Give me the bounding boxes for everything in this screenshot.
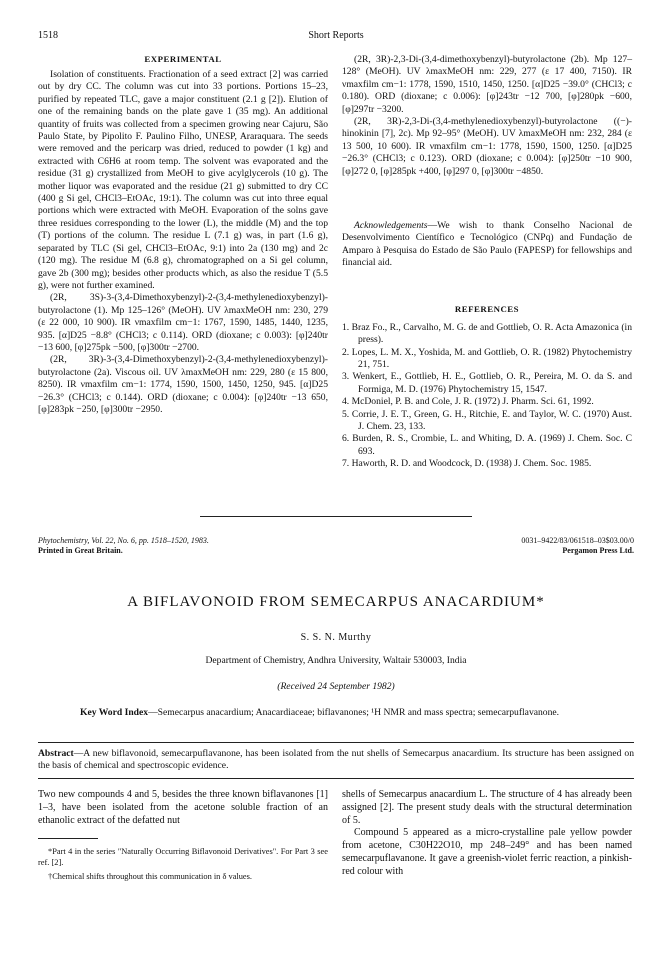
publisher-name: Pergamon Press Ltd. xyxy=(562,546,634,555)
references-heading: REFERENCES xyxy=(454,303,520,314)
publisher-info xyxy=(334,536,634,556)
compound-2b-paragraph: (2R, 3R)-2,3-Di-(3,4-dimethoxybenzyl)-butyrolactone (2b). Mp 127–128° (MeOH). UV λmaxMeOH nm: 229, 277 (ε 17 400, 7150). IR νmaxfilm cm−1: 1778, 1590, 1510, 1450, 1250. [α]D25 −39.0° (CHCl3; c 0.180). ORD (dioxane; c 0.006): [φ]243tr −12 700, [φ]280pk −600, [φ]297tr −3200. xyxy=(342,54,632,115)
footnote-chemical-shifts: †Chemical shifts throughout this communication in δ values. xyxy=(48,872,252,882)
printed-in-line: Printed in Great Britain. xyxy=(38,546,123,555)
abstract-bottom-rule xyxy=(38,778,634,779)
reference-item: 7. Haworth, R. D. and Woodcock, D. (1938) J. Chem. Soc. 1985. xyxy=(342,458,592,470)
acknowledgements-text: —We wish to thank Conselho Nacional de Desenvolvimento Científico e Tecnológico (CNPq) and Fundação de Amparo à Pesquisa do Estado de São Paulo (FAPESP) for fellowships and financial aid. xyxy=(342,220,632,269)
acknowledgements-label: Acknowledgements xyxy=(354,220,428,232)
acknowledgements xyxy=(342,220,632,270)
left-column-top xyxy=(38,54,328,416)
body-left-column xyxy=(38,789,328,882)
footnote-rule xyxy=(38,838,98,839)
keyword-index-text: —Semecarpus anacardium; Anacardiaceae; biflavanones; ¹H NMR and mass spectra; semecarpuflavanone. xyxy=(148,707,560,718)
reference-item: 2. Lopes, L. M. X., Yoshida, M. and Gottlieb, O. R. (1982) Phytochemistry 21, 751. xyxy=(342,346,632,370)
abstract-label: Abstract xyxy=(38,748,74,759)
reference-item: 4. McDoniel, P. B. and Cole, J. R. (1972) J. Pharm. Sci. 61, 1992. xyxy=(342,396,594,408)
received-date: (Received 24 September 1982) xyxy=(277,681,395,692)
abstract-top-rule xyxy=(38,742,634,743)
abstract xyxy=(38,748,634,773)
affiliation: Department of Chemistry, Andhra University, Waltair 530003, India xyxy=(205,655,467,666)
compound-2c-paragraph: (2R, 3R)-2,3-Di-(3,4-methylenedioxybenzyl)-butyrolactone ((−)-hinokinin [7], 2c). Mp 92–95° (MeOH). UV λmaxMeOH nm: 232, 284 (ε 13 500, 10 600). IR νmaxfilm cm−1: 1778, 1590, 1500, 1250. [α]D25 −26.3° (CHCl3; c 0.123). ORD (dioxane; c 0.004): [φ]250tr −10 900, [φ]272 0, [φ]285pk +400, [φ]297 0, [φ]300tr −4850. xyxy=(342,116,632,177)
footnote-part-series: *Part 4 in the series "Naturally Occurring Biflavonoid Derivatives". For Part 3 see ref. [2]. xyxy=(38,847,328,868)
experimental-heading: EXPERIMENTAL xyxy=(144,54,222,64)
section-divider xyxy=(200,516,472,517)
body-right-column xyxy=(342,789,632,879)
reference-item: 3. Wenkert, E., Gottlieb, H. E., Gottlieb, O. R., Pereira, M. O. da S. and Formiga, M. D. (1976) Phytochemistry 15, 1547. xyxy=(342,371,632,395)
author-name: S. S. N. Murthy xyxy=(300,632,372,643)
body-paragraph-compound-5: Compound 5 appeared as a micro-crystalline pale yellow powder from acetone, C30H22O10, mp 248–249° and has been named semecarpuflavanone. It gave a greenish-violet ferric reaction, a pinkish-red colour with xyxy=(342,827,632,877)
page-number: 1518 xyxy=(38,30,58,41)
reference-item: 5. Corrie, J. E. T., Green, G. H., Ritchie, E. and Taylor, W. C. (1970) Aust. J. Chem. 23, 133. xyxy=(342,408,632,432)
keyword-index xyxy=(80,707,600,719)
journal-volume-line: Phytochemistry, Vol. 22, No. 6, pp. 1518–1520, 1983. xyxy=(38,536,209,545)
body-paragraph-structure: shells of Semecarpus anacardium L. The structure of 4 has already been assigned [2]. The present study deals with the structural determination of 5. xyxy=(342,789,632,826)
abstract-text: —A new biflavonoid, semecarpuflavanone, has been isolated from the nut shells of Semecarpus anacardium. Its structure has been assigned on the basis of chemical and spectroscopic evidence. xyxy=(38,748,634,772)
journal-citation xyxy=(38,536,338,556)
intro-paragraph: Two new compounds 4 and 5, besides the three known biflavanones [1] 1–3, have been isolated from the acetone soluble fraction of an ethanolic extract of the defatted nut xyxy=(38,789,328,826)
isolation-paragraph: Isolation of constituents. Fractionation of a seed extract [2] was carried out by dry CC. The column was cut into 33 portions. Portions 15–23, purified by repeated TLC, gave a major constituent (2.1 g [2]). Elution of one of the remaining bands on the plate gave 1 (35 mg). An additional quantity of fruits was collected from a specimen growing near Cajuru, São Paulo State, by Pipolito F. Paulino Filho, UNESP, Araraquara. The seeds were removed and the pericarp was dried, reduced to powder (1 kg) and extracted with C6H6 at room temp. The solvent was evaporated and the residue (31 g) crystallized from MeOH to give acylglycerols (10 g). The mother liquor was evaporated and the residue (21 g) submitted to dry CC (400 g Si gel, CHCl3–EtOAc, 19:1). The column was cut into three equal portions which were extracted with MeOH. Evaporation of the solns gave three residues corresponding to the lower (L), the middle (M) and the top (T) portions of the column. The residue L (7.1 g) was, in part (1.6 g), separated by TLC (Si gel, CHCl3–EtOAc, 9:1) into 2a (130 mg) and 2c (120 mg). The residue M (6.8 g), chromatographed on a Si gel column, gave 2b (300 mg); besides other products which, as also the residue T (5.5 g), were not further examined. xyxy=(38,69,328,291)
references-list xyxy=(342,322,632,471)
issn-code: 0031–9422/83/061518–03$03.00/0 xyxy=(521,536,634,545)
running-title: Short Reports xyxy=(308,30,364,41)
reference-item: 1. Braz Fo., R., Carvalho, M. G. de and Gottlieb, O. R. Acta Amazonica (in press). xyxy=(342,321,632,346)
right-column-top xyxy=(342,54,632,471)
compound-2a-paragraph: (2R, 3R)-3-(3,4-Dimethoxybenzyl)-2-(3,4-methylenedioxybenzyl)-butyrolactone (2a). Viscous oil. UV λmaxMeOH nm: 229, 280 (ε 15 800, 8250). IR νmaxfilm cm−1: 1774, 1590, 1500, 1450, 1250, 945. [α]D25 −26.3° (CHCl3; c 0.144). ORD (dioxane; c 0.004): [φ]240tr −13 650, [φ]283pk −250, [φ]300tr −2950. xyxy=(38,354,328,415)
article-title: A BIFLAVONOID FROM SEMECARPUS ANACARDIUM* xyxy=(127,594,545,610)
reference-item: 6. Burden, R. S., Crombie, L. and Whiting, D. A. (1969) J. Chem. Soc. C 693. xyxy=(342,433,632,457)
keyword-index-label: Key Word Index xyxy=(80,707,149,718)
compound-1-paragraph: (2R, 3S)-3-(3,4-Dimethoxybenzyl)-2-(3,4-methylenedioxybenzyl)-butyrolactone (1). Mp 125–126° (MeOH). UV λmaxMeOH nm: 230, 279 (ε 22 000, 10 900). IR νmaxfilm cm−1: 1767, 1590, 1485, 1440, 1235, 935. [α]D25 −8.8° (CHCl3; c 0.114). ORD (dioxane; c 0.003): [φ]240tr −13 600, [φ]275pk −500, [φ]300tr −2700. xyxy=(38,292,328,353)
